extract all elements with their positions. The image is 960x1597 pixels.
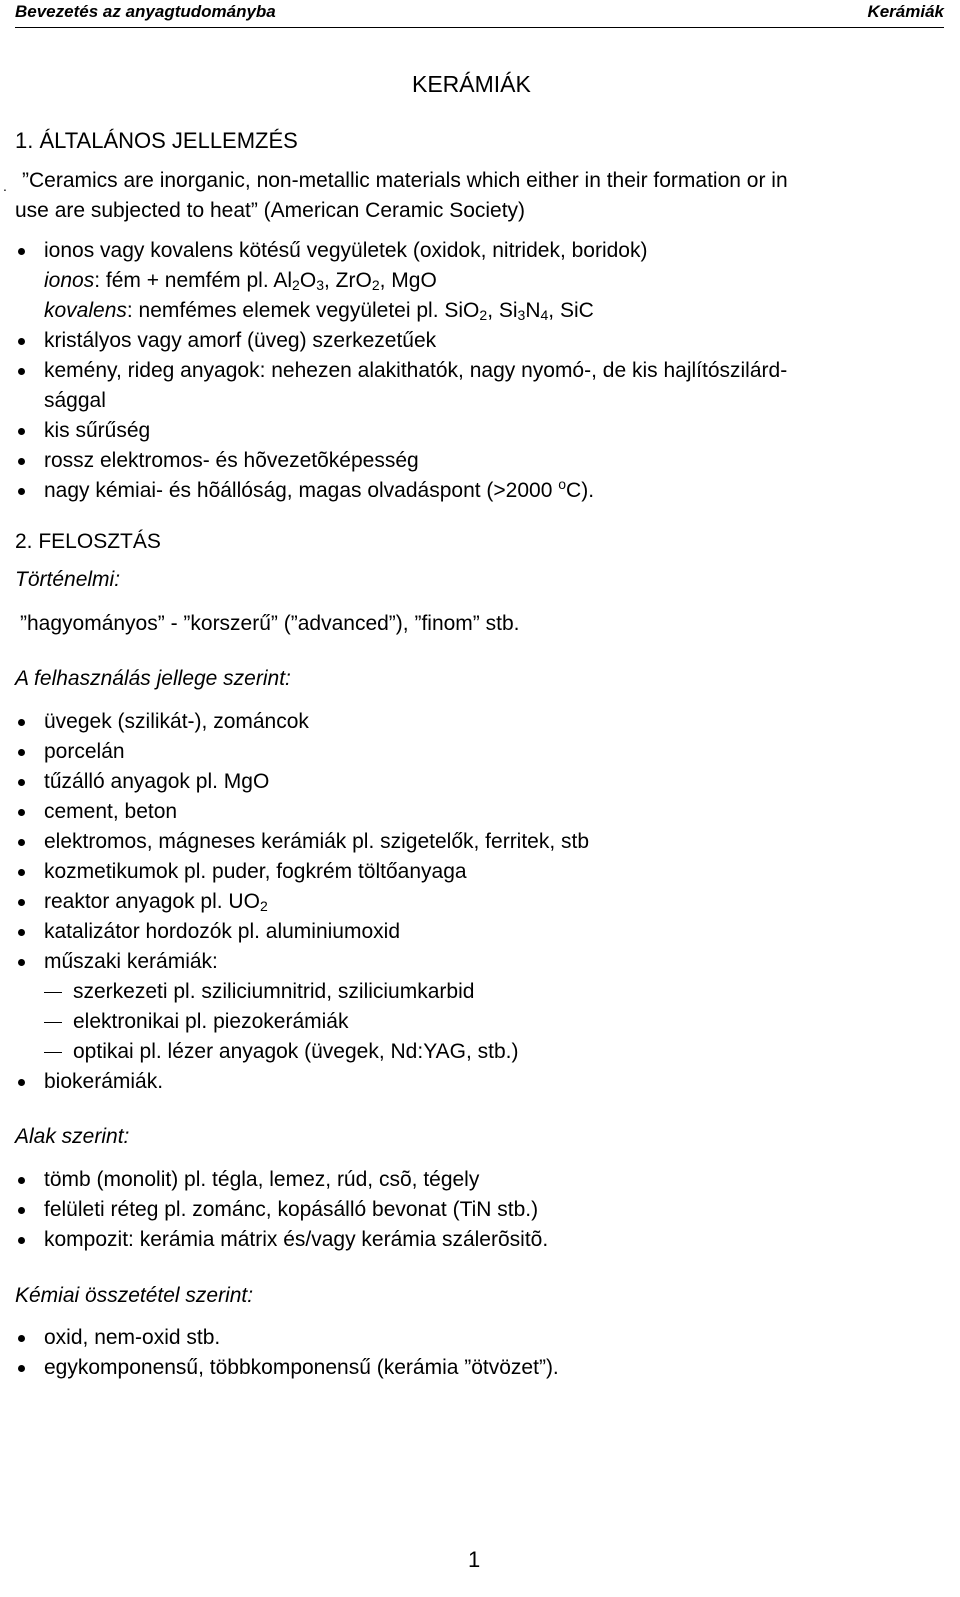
list-item [15, 857, 589, 887]
historical-text: ”hagyományos” - ”korszerű” (”advanced”), ”finom” stb. [20, 612, 520, 635]
list-item [15, 1165, 548, 1195]
subscript: 2 [259, 898, 268, 914]
list-subitem [15, 1007, 589, 1037]
list-item-text: elektronikai pl. piezokerámiák [73, 1010, 349, 1033]
ionic-label: ionos [44, 269, 95, 292]
page-number: 1 [468, 1547, 481, 1572]
list-item-text: porcelán [44, 740, 125, 763]
list-item-text: elektromos, mágneses kerámiák pl. szigetelők, ferritek, stb [44, 830, 590, 853]
list-item [15, 476, 787, 506]
list-item [15, 356, 787, 386]
list-item-text: cement, beton [44, 800, 178, 823]
general-properties-list [15, 236, 787, 506]
chemical-label: Kémiai összetétel szerint: [15, 1284, 254, 1307]
list-item-text: reaktor anyagok pl. UO [44, 890, 260, 913]
subscript: 4 [540, 307, 549, 323]
covalent-text: N [525, 299, 541, 322]
list-subitem [15, 977, 589, 1007]
list-item [15, 1195, 548, 1225]
list-item-text: üvegek (szilikát-), zománcok [44, 710, 309, 733]
subscript: 3 [316, 277, 324, 293]
list-item [15, 1225, 548, 1255]
list-item [15, 917, 589, 947]
header-rule [15, 27, 944, 28]
list-item-text: kompozit: kerámia mátrix és/vagy kerámia szálerõsitõ. [44, 1228, 549, 1251]
subscript: 3 [517, 307, 526, 323]
document-title: KERÁMIÁK [412, 71, 531, 97]
list-item-text: műszaki kerámiák: [44, 950, 218, 973]
list-item-text: biokerámiák. [44, 1070, 164, 1093]
covalent-label: kovalens [44, 299, 127, 322]
list-item-text: sággal [44, 389, 106, 412]
header-course-title: Bevezetés az anyagtudományba [15, 2, 276, 21]
list-item [15, 1067, 589, 1097]
stray-dot: . [3, 178, 7, 194]
list-item-covalent [15, 296, 787, 326]
list-item [15, 236, 787, 266]
section-heading-classification: 2. FELOSZTÁS [15, 530, 161, 553]
list-item-text: szerkezeti pl. sziliciumnitrid, sziliciumkarbid [73, 980, 475, 1003]
list-item-text: tömb (monolit) pl. tégla, lemez, rúd, csõ, tégely [44, 1168, 480, 1191]
list-item-text: kozmetikumok pl. puder, fogkrém töltőanyaga [44, 860, 467, 883]
subscript: 2 [292, 277, 300, 293]
ionic-text: , ZrO [323, 269, 372, 292]
use-list [15, 707, 589, 1097]
list-item [15, 887, 589, 917]
ionic-text: : fém + nemfém pl. Al [94, 269, 293, 292]
shape-list [15, 1165, 548, 1255]
list-item [15, 767, 589, 797]
list-item-text: ionos vagy kovalens kötésű vegyületek (oxidok, nitridek, boridok) [44, 239, 648, 262]
covalent-text: : nemfémes elemek vegyületei pl. SiO [126, 299, 480, 322]
page-header [0, 0, 960, 28]
section-heading-general: 1. ÁLTALÁNOS JELLEMZÉS [15, 128, 298, 153]
list-item-text: tűzálló anyagok pl. MgO [44, 770, 270, 793]
list-item-text: felületi réteg pl. zománc, kopásálló bevonat (TiN stb.) [44, 1198, 539, 1221]
list-item-text: oxid, nem-oxid stb. [44, 1326, 221, 1349]
list-item [15, 947, 589, 977]
ionic-text: , MgO [379, 269, 437, 292]
covalent-text: , SiC [548, 299, 594, 322]
list-item [15, 737, 589, 767]
list-subitem [15, 1037, 589, 1067]
subscript: 2 [479, 307, 488, 323]
list-item-text: kis sűrűség [44, 419, 151, 442]
list-item-text: katalizátor hordozók pl. aluminiumoxid [44, 920, 401, 943]
list-item [15, 1353, 559, 1383]
definition-quote-line1: ”Ceramics are inorganic, non-metallic materials which either in their formation or in [22, 169, 788, 192]
header-chapter-title: Kerámiák [867, 2, 944, 21]
chemical-list [15, 1323, 559, 1383]
list-item-text: kristályos vagy amorf (üveg) szerkezetűek [44, 329, 437, 352]
list-item-text: rossz elektromos- és hõvezetõképesség [44, 449, 419, 472]
list-item [15, 827, 589, 857]
list-item [15, 416, 787, 446]
use-label: A felhasználás jellege szerint: [15, 667, 291, 690]
list-item-ionic [15, 266, 787, 296]
list-item [15, 1323, 559, 1353]
historical-label: Történelmi: [15, 568, 121, 591]
superscript: o [558, 476, 567, 492]
shape-label: Alak szerint: [15, 1125, 130, 1148]
list-item-text: C). [566, 479, 595, 502]
list-item [15, 707, 589, 737]
list-item [15, 797, 589, 827]
list-item-continuation [15, 386, 787, 416]
covalent-text: , Si [487, 299, 518, 322]
subscript: 2 [371, 277, 380, 293]
list-item-text: kemény, rideg anyagok: nehezen alakithatók, nagy nyomó-, de kis hajlítószilárd- [44, 359, 788, 382]
list-item-text: optikai pl. lézer anyagok (üvegek, Nd:YAG, stb.) [73, 1040, 519, 1063]
list-item [15, 326, 787, 356]
definition-quote-line2: use are subjected to heat” (American Ceramic Society) [15, 199, 526, 222]
ionic-text: O [299, 269, 317, 292]
list-item-text: nagy kémiai- és hõállóság, magas olvadáspont (>2000 [44, 479, 559, 502]
list-item-text: egykomponensű, többkomponensű (kerámia ”ötvözet”). [44, 1356, 559, 1379]
list-item [15, 446, 787, 476]
